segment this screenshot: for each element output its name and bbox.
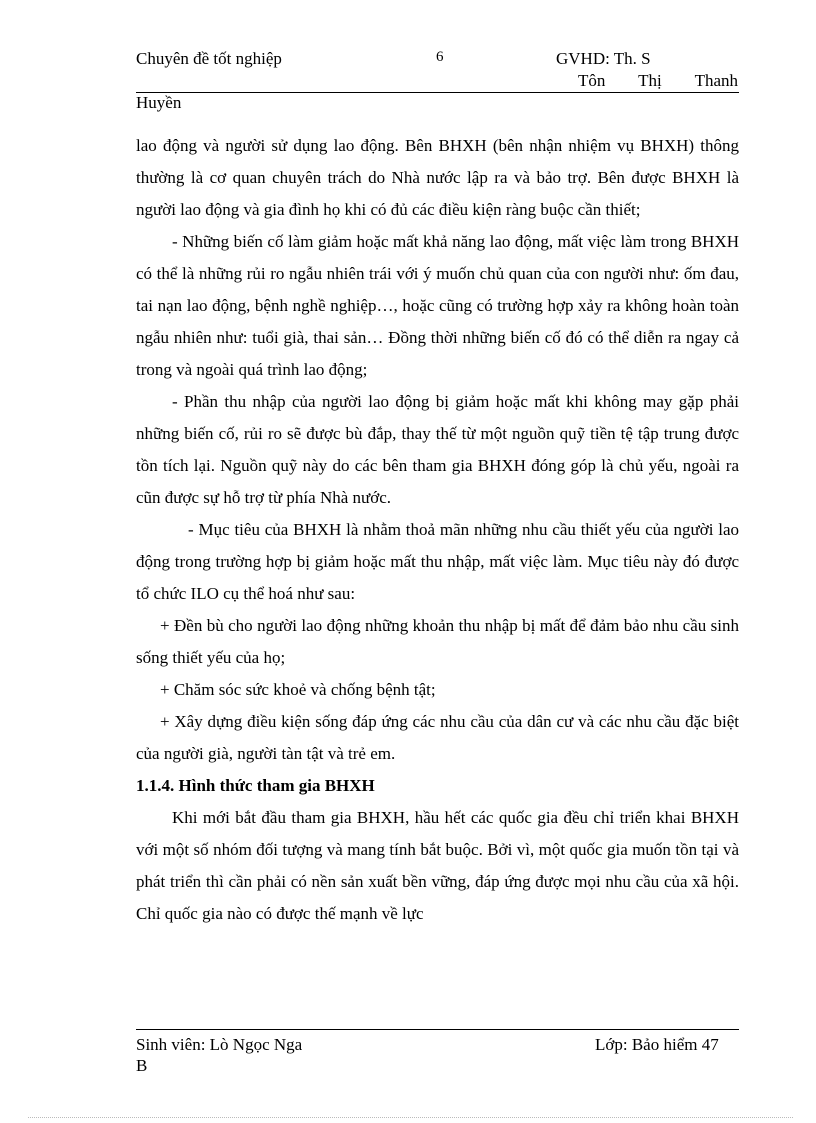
footer-student: Sinh viên: Lò Ngọc Nga — [136, 1035, 303, 1054]
page-edge-divider — [28, 1117, 793, 1118]
header-rule — [136, 92, 739, 93]
advisor-name-word: Thị — [638, 71, 662, 90]
paragraph: Khi mới bắt đầu tham gia BHXH, hầu hết các quốc gia đều chỉ triển khai BHXH với một số nhóm đối tượng và mang tính bắt buộc. Bởi vì, một quốc gia muốn tồn tại và phát triển thì cần phải có nền sản xuất bền vững, đáp ứng được mọi nhu cầu của xã hội. Chỉ quốc gia nào có được thế mạnh về lực — [136, 808, 739, 923]
body-text — [136, 130, 739, 930]
footer-student-cont: B — [136, 1056, 148, 1075]
paragraph: lao động và người sử dụng lao động. Bên BHXH (bên nhận nhiệm vụ BHXH) thông thường là cơ quan chuyên trách do Nhà nước lập ra và bảo trợ. Bên được BHXH là người lao động và gia đình họ khi có đủ các điều kiện ràng buộc cần thiết; — [136, 136, 739, 219]
page-number: 6 — [436, 49, 444, 65]
list-item: + Chăm sóc sức khoẻ và chống bệnh tật; — [160, 680, 436, 699]
list-item: + Xây dựng điều kiện sống đáp ứng các nhu cầu của dân cư và các nhu cầu đặc biệt của người già, người tàn tật và trẻ em. — [136, 712, 739, 763]
section-heading: 1.1.4. Hình thức tham gia BHXH — [136, 776, 375, 795]
list-item: + Đền bù cho người lao động những khoản thu nhập bị mất để đảm bảo nhu cầu sinh sống thiết yếu của họ; — [136, 616, 739, 667]
advisor-name-word: Thanh — [694, 71, 738, 90]
paragraph: - Phần thu nhập của người lao động bị giảm hoặc mất khi không may gặp phải những biến cố, rủi ro sẽ được bù đắp, thay thế từ một nguồn quỹ tiền tệ tập trung được tồn tích lại. Nguồn quỹ này do các bên tham gia BHXH đóng góp là chủ yếu, ngoài ra cũn được sự hỗ trợ từ phía Nhà nước. — [136, 392, 739, 507]
header-advisor-name — [578, 71, 738, 91]
header-advisor-name-cont: Huyền — [136, 93, 182, 112]
footer-class: Lớp: Bảo hiểm 47 — [595, 1035, 719, 1054]
footer-rule — [136, 1029, 739, 1030]
header-title: Chuyên đề tốt nghiệp — [136, 49, 282, 68]
advisor-name-word: Tôn — [578, 71, 606, 90]
header-advisor: GVHD: Th. S — [556, 49, 651, 68]
paragraph: - Những biến cố làm giảm hoặc mất khả năng lao động, mất việc làm trong BHXH có thể là những rủi ro ngẫu nhiên trái với ý muốn chủ quan của con người như: ốm đau, tai nạn lao động, bệnh nghề nghiệp…, hoặc cũng có trường hợp xảy ra không hoàn toàn ngẫu nhiên như: tuổi già, thai sản… Đồng thời những biến cố đó có thể diễn ra ngay cả trong và ngoài quá trình lao động; — [136, 232, 739, 379]
paragraph: - Mục tiêu của BHXH là nhằm thoả mãn những nhu cầu thiết yếu của người lao động trong trường hợp bị giảm hoặc mất thu nhập, mất việc làm. Mục tiêu này đó được tổ chức ILO cụ thể hoá như sau: — [136, 520, 739, 603]
